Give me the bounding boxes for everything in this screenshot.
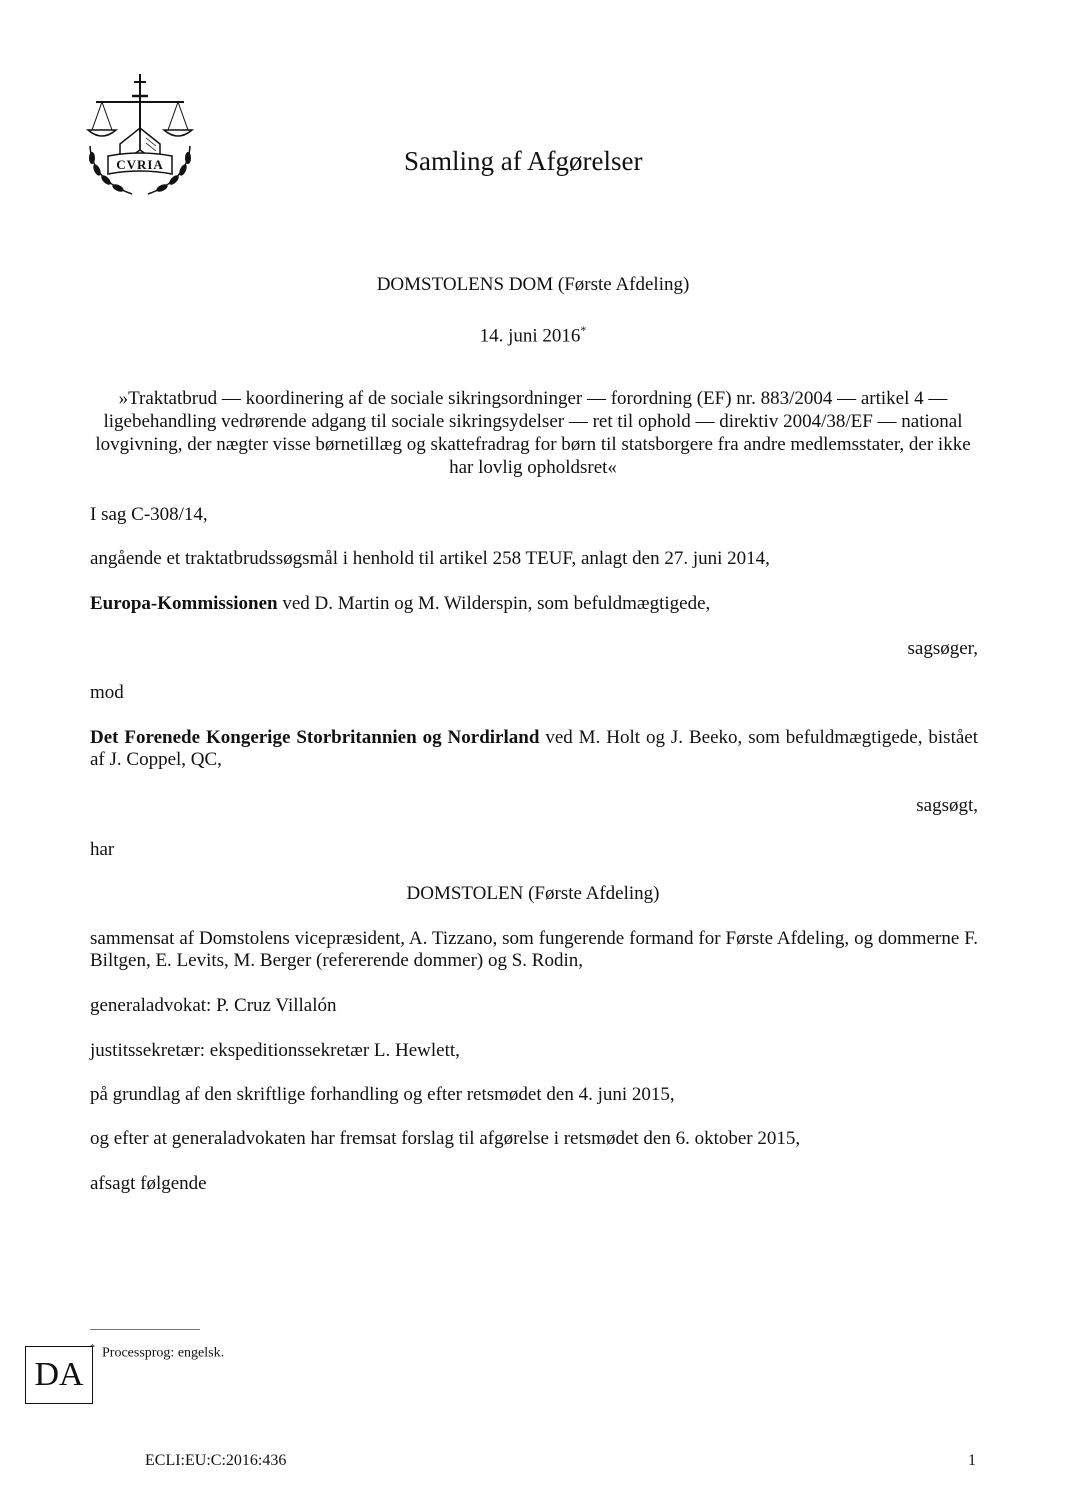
- case-number: I sag C-308/14,: [90, 504, 208, 525]
- footnote-marker: *: [90, 1343, 95, 1354]
- judgment-date: [0, 323, 1066, 347]
- footnote: [90, 1343, 224, 1362]
- language-code: DA: [25, 1346, 93, 1404]
- page-number: 1: [968, 1452, 976, 1469]
- scales-of-justice-icon: [82, 72, 198, 200]
- advocate-general: generaladvokat: P. Cruz Villalón: [90, 995, 337, 1016]
- defendant: [90, 727, 978, 771]
- footnote-divider: [90, 1329, 200, 1330]
- court-heading: DOMSTOLEN (Første Afdeling): [406, 883, 660, 904]
- defendant-role: sagsøgt,: [916, 795, 978, 816]
- collection-title: Samling af Afgørelser: [404, 146, 643, 176]
- date-footnote-marker: *: [580, 323, 587, 337]
- opinion: og efter at generaladvokaten har fremsat forslag til afgørelse i retsmødet den 6. oktober 2015,: [90, 1128, 801, 1149]
- keywords: »Traktatbrud — koordinering af de sociale sikringsordninger — forordning (EF) nr. 883/2004 — artikel 4 — ligebehandling vedrørende adgang til sociale sikringsydelser — ret til ophold — direktiv 2004/38/EF — national lovgivning, der nægter visse børnetillæg og skattefradrag for børn til statsborgere fra andre medlemsstater, der ikke har lovlig opholdsret«: [95, 388, 971, 478]
- applicant: [90, 593, 978, 615]
- delivers: afsagt følgende: [90, 1173, 207, 1194]
- footnote-text: Processprog: engelsk.: [102, 1345, 225, 1361]
- court-composition: sammensat af Domstolens vicepræsident, A. Tizzano, som fungerende formand for Første Afdeling, og dommerne F. Biltgen, E. Levits, M. Berger (refererende dommer) og S. Rodin,: [90, 928, 978, 971]
- procedure: på grundlag af den skriftlige forhandling og efter retsmødet den 4. juni 2015,: [90, 1084, 675, 1105]
- judgment-title: DOMSTOLENS DOM (Første Afdeling): [376, 274, 690, 295]
- har: har: [90, 839, 115, 860]
- defendant-representatives: ved M. Holt og J. Beeko, som befuldmægtigede, bistået af J. Coppel, QC,: [90, 727, 978, 770]
- versus: mod: [90, 682, 124, 703]
- applicant-representatives: ved D. Martin og M. Wilderspin, som befuldmægtigede,: [277, 593, 711, 614]
- logo-text: CVRIA: [116, 157, 164, 172]
- court-logo: [82, 72, 198, 200]
- applicant-name: Europa-Kommissionen: [90, 593, 278, 614]
- ecli-identifier: ECLI:EU:C:2016:436: [145, 1452, 287, 1469]
- action-description: angående et traktatbrudssøgsmål i henhold til artikel 258 TEUF, anlagt den 27. juni 2014,: [90, 548, 770, 569]
- defendant-name: Det Forenede Kongerige Storbritannien og Nordirland: [90, 727, 540, 748]
- registrar: justitssekretær: ekspeditionssekretær L. Hewlett,: [90, 1040, 460, 1061]
- date-text: 14. juni 2016: [479, 325, 581, 347]
- applicant-role: sagsøger,: [907, 638, 978, 659]
